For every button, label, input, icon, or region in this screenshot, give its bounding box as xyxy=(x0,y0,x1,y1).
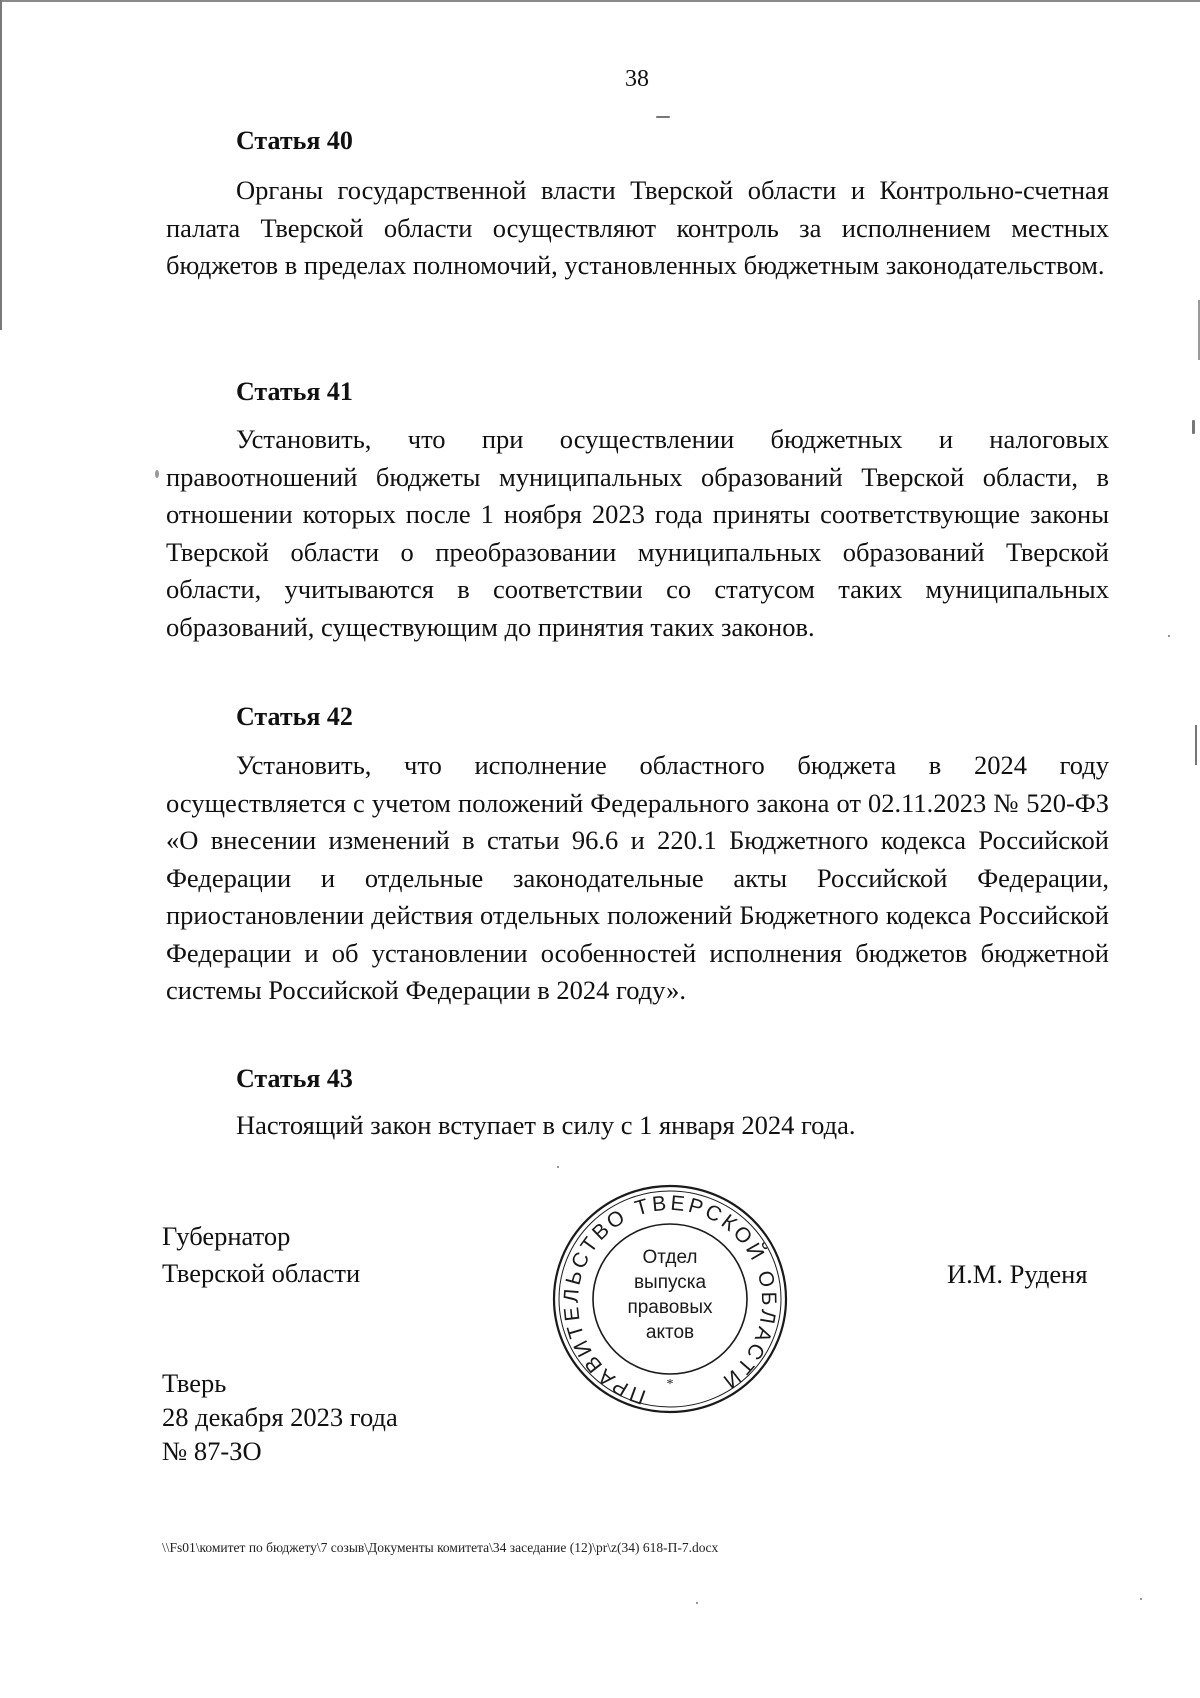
scan-speck xyxy=(1195,725,1197,765)
scan-edge-left xyxy=(0,0,2,330)
seal-center-line-4: актов xyxy=(645,1322,695,1343)
article-43-heading: Статья 43 xyxy=(236,1064,353,1093)
scan-speck xyxy=(1192,420,1195,434)
place-date-block xyxy=(162,1366,398,1468)
law-date: 28 декабря 2023 года xyxy=(162,1402,398,1432)
seal-center-line-3: правовых xyxy=(627,1297,713,1318)
article-42-body: Установить, что исполнение областного бюджета в 2024 году осуществляется с учетом положений Федерального закона от 02.11.2023 № 520-ФЗ «О внесении изменений в статьи 96.6 и 220.1 Бюджетного кодекса Российской Федерации и отдельные законодательные акты Российской Федерации, приостановлении действия отдельных положений Бюджетного кодекса Российской Федерации и об установлении особенностей исполнения бюджетов бюджетной системы Российской Федерации в 2024 году». xyxy=(166,750,1109,1005)
scan-edge-top xyxy=(0,0,1200,2)
signatory-name: И.М. Руденя xyxy=(947,1259,1088,1289)
page-number: 38 xyxy=(625,66,649,92)
city: Тверь xyxy=(162,1368,227,1398)
scan-speck xyxy=(1140,1598,1142,1600)
article-43-body: Настоящий закон вступает в силу с 1 января 2024 года. xyxy=(236,1110,856,1140)
seal-center-line-2: выпуска xyxy=(633,1272,707,1293)
signatory-position xyxy=(162,1218,360,1292)
article-40-heading: Статья 40 xyxy=(236,126,353,155)
article-41-body: Установить, что при осуществлении бюджетных и налоговых правоотношений бюджеты муниципальных образований Тверской области, в отношении которых после 1 ноября 2023 года приняты соответствующие законы Тверской области о преобразовании муниципальных образований Тверской области, учитываются в соответствии со статусом таких муниципальных образований, существующим до принятия таких законов. xyxy=(166,424,1109,642)
scan-speck xyxy=(1168,635,1170,637)
signatory-position-line1: Губернатор xyxy=(162,1221,291,1251)
law-number: № 87-ЗО xyxy=(162,1436,262,1466)
scan-speck xyxy=(656,116,670,118)
seal-star-icon: * xyxy=(666,1377,674,1392)
scan-speck xyxy=(155,470,159,478)
article-40-body: Органы государственной власти Тверской области и Контрольно-счетная палата Тверской области осуществляют контроль за исполнением местных бюджетов в пределах полномочий, установленных бюджетным законодательством. xyxy=(166,175,1109,280)
signatory-position-line2: Тверской области xyxy=(162,1258,361,1288)
seal-ring-text: ПРАВИТЕЛЬСТВО ТВЕРСКОЙ ОБЛАСТИ xyxy=(559,1191,781,1409)
article-42-heading: Статья 42 xyxy=(236,702,353,731)
footer-file-path: \\Fs01\комитет по бюджету\7 созыв\Документы комитета\34 заседание (12)\pr\z(34) 618-П-7.docx xyxy=(162,1540,719,1555)
seal-center-line-1: Отдел xyxy=(642,1247,698,1268)
seal-center-text xyxy=(551,1245,789,1345)
article-41-heading: Статья 41 xyxy=(236,377,353,406)
scan-speck xyxy=(557,1166,559,1168)
scan-speck xyxy=(696,1602,698,1604)
